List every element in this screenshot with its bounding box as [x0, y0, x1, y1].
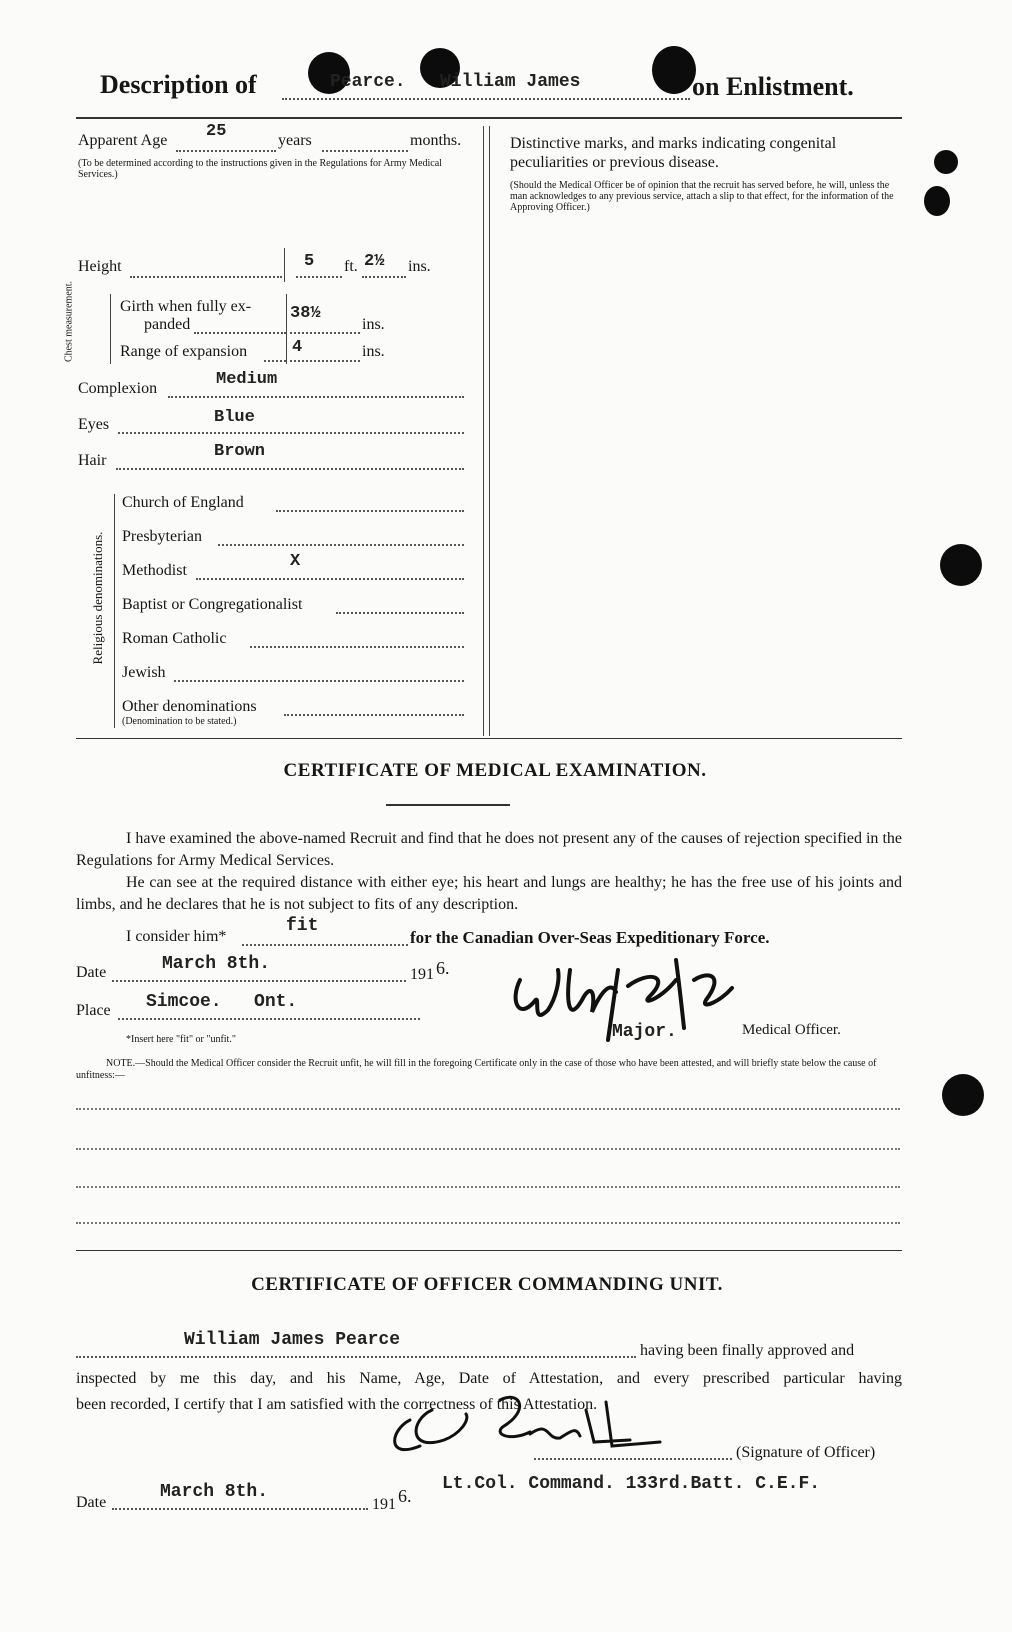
- commanding-date-label: Date: [76, 1494, 107, 1511]
- insert-note: *Insert here "fit" or "unfit.": [126, 1034, 236, 1045]
- religion-jewish: Jewish: [122, 664, 166, 681]
- height-label: Height: [78, 258, 122, 275]
- religion-methodist: Methodist: [122, 562, 187, 579]
- medical-year-prefix: 191: [410, 966, 434, 983]
- religion-line: [276, 498, 464, 512]
- religion-line: [284, 702, 464, 716]
- height-ft-line: [296, 262, 342, 278]
- religion-mark: X: [290, 552, 301, 571]
- complexion-label: Complexion: [78, 380, 158, 397]
- medical-year-suffix: 6.: [436, 958, 450, 978]
- age-label: Apparent Age: [78, 132, 168, 149]
- header-suffix: on Enlistment.: [692, 72, 854, 101]
- unfit-line: [76, 1108, 900, 1110]
- marks-note: (Should the Medical Officer be of opinion that the recruit has served before, he will, unless the man acknowledges to any previous service, attach a slip to that effect, for the information of the Approving Officer.): [510, 180, 894, 213]
- given-names: William James: [440, 72, 581, 92]
- signature-label: (Signature of Officer): [736, 1444, 876, 1461]
- commanding-line-2: inspected by me this day, and his Name, Age, Date of Attestation, and every prescribed particular having: [76, 1370, 902, 1387]
- header-prefix: Description of: [100, 70, 257, 99]
- religion-line: [336, 600, 464, 614]
- eyes-line: [118, 418, 464, 434]
- hair-label: Hair: [78, 452, 107, 469]
- religion-bracket: [114, 494, 115, 728]
- girth-ins-label: ins.: [362, 316, 385, 333]
- religion-presbyterian: Presbyterian: [122, 528, 202, 545]
- header-rule: [76, 117, 902, 119]
- height-in-value: 2½: [364, 252, 385, 271]
- commanding-title: CERTIFICATE OF OFFICER COMMANDING UNIT.: [251, 1274, 723, 1295]
- religion-line: [250, 634, 464, 648]
- religion-other-note: (Denomination to be stated.): [122, 716, 237, 727]
- medical-officer-rank: Major.: [612, 1022, 677, 1042]
- years-label: years: [278, 132, 312, 149]
- commanding-line-1: having been finally approved and: [640, 1342, 855, 1359]
- hair-line: [116, 454, 464, 470]
- unfit-line: [76, 1222, 900, 1224]
- expansion-value: 4: [292, 338, 303, 357]
- religion-baptist: Baptist or Congregationalist: [122, 596, 303, 613]
- medical-para-2: He can see at the required distance with either eye; his heart and lungs are healthy; he has the free use of his joints and limbs, and he declares that he is not subject to fits of any description.: [76, 874, 902, 913]
- religion-roman-catholic: Roman Catholic: [122, 630, 227, 647]
- consider-line: [242, 930, 408, 946]
- signature-line: [534, 1446, 732, 1460]
- punch-hole: [942, 1074, 984, 1116]
- medical-date-label: Date: [76, 964, 107, 981]
- consider-value: fit: [286, 916, 319, 936]
- place-label: Place: [76, 1002, 111, 1019]
- unfit-line: [76, 1186, 900, 1188]
- height-ft-value: 5: [304, 252, 315, 271]
- commanding-line-3: been recorded, I certify that I am satisfied with the correctness of this Attestation.: [76, 1396, 598, 1413]
- age-value: 25: [206, 122, 227, 141]
- unfit-line: [76, 1148, 900, 1150]
- girth-bracket: [286, 294, 287, 364]
- expansion-line: [264, 346, 286, 362]
- months-label: months.: [410, 132, 462, 149]
- religion-line: [174, 668, 464, 682]
- punch-hole: [924, 186, 950, 216]
- religion-line: [196, 566, 464, 580]
- hair-value: Brown: [214, 442, 266, 461]
- height-line: [130, 262, 282, 278]
- girth-label-2: panded: [144, 316, 191, 333]
- punch-hole: [934, 150, 958, 174]
- religion-line: [218, 532, 464, 546]
- age-note: (To be determined according to the instructions given in the Regulations for Army Medical Services.): [78, 158, 442, 180]
- medical-date-value: March 8th.: [162, 954, 271, 974]
- consider-for: for the Canadian Over-Seas Expeditionary Force.: [410, 928, 770, 947]
- section-rule: [76, 738, 902, 739]
- religion-other: Other denominations: [122, 698, 257, 715]
- medical-title: CERTIFICATE OF MEDICAL EXAMINATION.: [283, 760, 707, 781]
- complexion-value: Medium: [216, 370, 278, 389]
- expansion-ins-label: ins.: [362, 343, 385, 360]
- religion-church-of-england: Church of England: [122, 494, 244, 511]
- surname: Pearce.: [330, 72, 406, 92]
- girth-line: [194, 318, 286, 334]
- unfit-note: NOTE.—Should the Medical Officer consider the Recruit unfit, he will fill in the foregoing Certificate only in the case of those who have been attested, and will briefly state below the cause of unfitness:—: [76, 1058, 877, 1081]
- religion-side-label: Religious denominations.: [90, 531, 105, 665]
- height-in-line: [362, 262, 406, 278]
- column-divider: [489, 126, 490, 736]
- marks-title: Distinctive marks, and marks indicating congenital peculiarities or previous disease.: [510, 135, 837, 171]
- commanding-date-value: March 8th.: [160, 1482, 269, 1502]
- eyes-label: Eyes: [78, 416, 110, 433]
- commanding-year-prefix: 191: [372, 1496, 396, 1513]
- girth-ins-line: [290, 318, 360, 334]
- height-ins-label: ins.: [408, 258, 431, 275]
- girth-value: 38½: [290, 304, 321, 323]
- girth-label-1: Girth when fully ex-: [120, 298, 252, 315]
- eyes-value: Blue: [214, 408, 255, 427]
- height-bracket: [284, 248, 285, 282]
- medical-para-1: I have examined the above-named Recruit and find that he does not present any of the causes of rejection specified in the Regulations for Army Medical Services.: [76, 830, 902, 869]
- expansion-label: Range of expansion: [120, 343, 248, 360]
- column-divider: [483, 126, 484, 736]
- consider-label: I consider him*: [126, 928, 227, 945]
- commanding-officer-title: Lt.Col. Command. 133rd.Batt. C.E.F.: [442, 1474, 821, 1494]
- recruit-name: William James Pearce: [184, 1330, 401, 1350]
- section-rule: [76, 1250, 902, 1251]
- place-value: Simcoe. Ont.: [146, 992, 298, 1012]
- complexion-line: [168, 382, 464, 398]
- title-underline: [386, 804, 510, 806]
- medical-officer-label: Medical Officer.: [742, 1022, 841, 1038]
- commanding-year-suffix: 6.: [398, 1486, 412, 1506]
- chest-bracket: [110, 294, 111, 364]
- expansion-ins-line: [290, 346, 360, 362]
- punch-hole: [940, 544, 982, 586]
- chest-side-label: Chest measurement.: [63, 280, 75, 363]
- ft-label: ft.: [344, 258, 358, 275]
- months-line: [322, 134, 408, 152]
